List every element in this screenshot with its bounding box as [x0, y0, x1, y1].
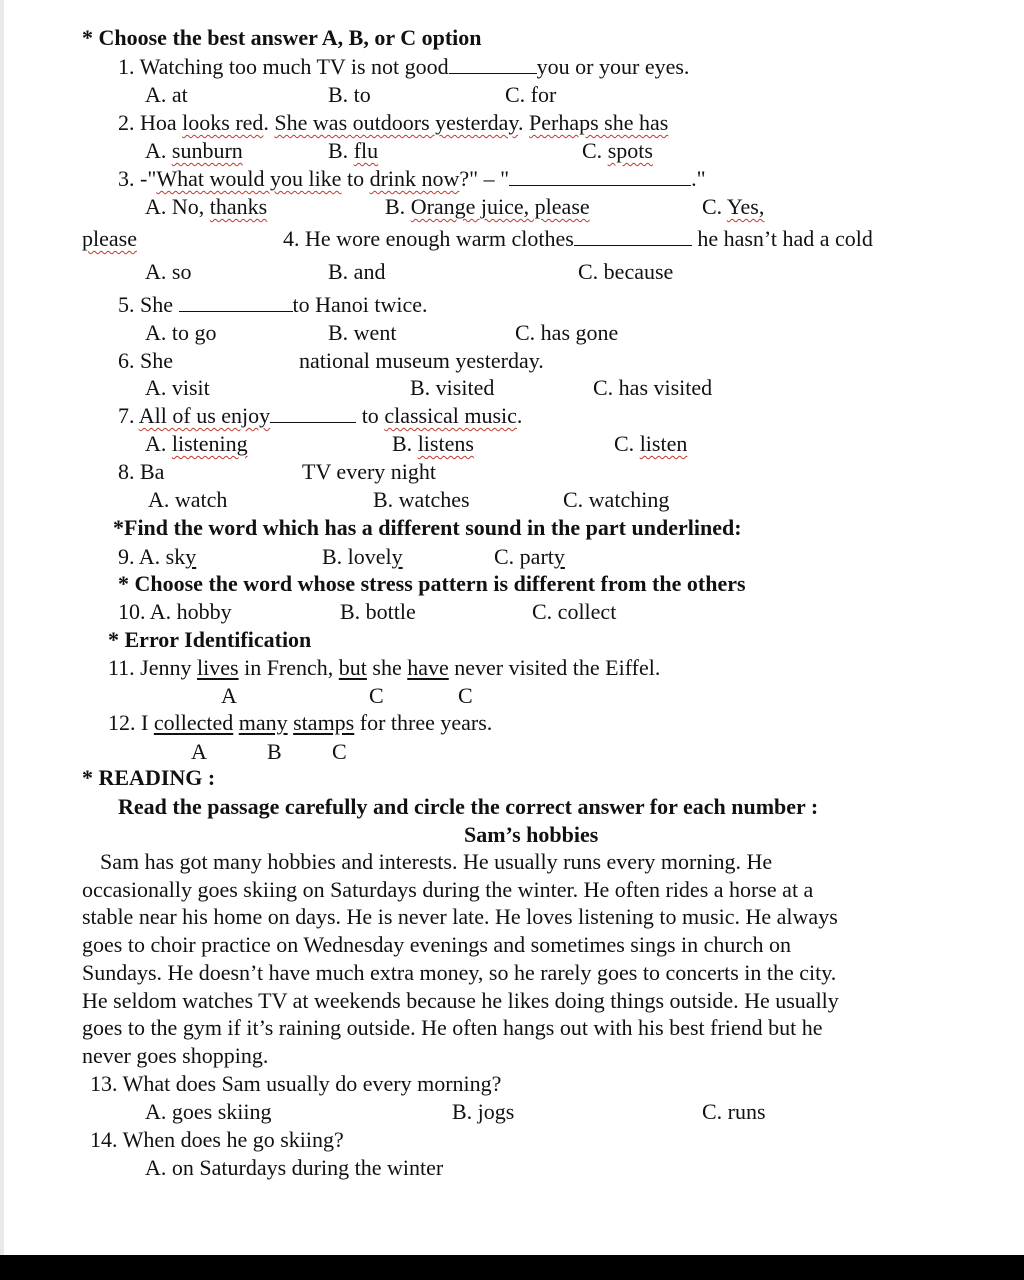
- q7-blank: [270, 404, 356, 423]
- q6-option-c: C. has visited: [593, 375, 713, 400]
- passage-line: He seldom watches TV at weekends because he likes doing things outside. He usually: [82, 988, 839, 1013]
- q13-option-a: A. goes skiing: [145, 1099, 272, 1124]
- q8-option-c: C. watching: [563, 487, 670, 512]
- q11-text: 11. Jenny: [108, 655, 198, 680]
- q6-text-end: national museum yesterday.: [299, 348, 544, 373]
- q13-option-b: B. jogs: [452, 1099, 515, 1124]
- q4-option-b: B. and: [328, 259, 386, 284]
- q13-option-c: C. runs: [702, 1099, 766, 1124]
- q8-option-a: A. watch: [148, 487, 228, 512]
- q9-option-c: [494, 544, 565, 570]
- q7-option-a: [145, 431, 248, 457]
- q14-option-a: A. on Saturdays during the winter: [145, 1155, 444, 1180]
- q9-option-a: [118, 544, 196, 570]
- q2-phrase-outdoors: She was outdoors yesterday: [274, 110, 519, 135]
- q8-text-end: TV every night: [302, 459, 437, 484]
- section-heading-sound: *Find the word which has a different sound in the part underlined:: [113, 515, 742, 540]
- question-4: [283, 226, 873, 252]
- q7-number: 7.: [118, 403, 139, 428]
- question-12: [108, 710, 492, 736]
- q2-c-label: C.: [582, 138, 608, 163]
- q10-option-a: 10. A. hobby: [118, 599, 232, 624]
- q3-mid: to: [341, 166, 370, 191]
- q7-b-label: B.: [392, 431, 418, 456]
- q3-b-label: B.: [385, 194, 411, 219]
- passage-line: occasionally goes skiing on Saturdays during the winter. He often rides a horse at a: [82, 877, 814, 902]
- q11-label-c: C: [458, 683, 473, 708]
- q5-text-start: 5. She: [118, 292, 173, 317]
- passage-line: never goes shopping.: [82, 1043, 269, 1068]
- q7-mid: to: [361, 403, 385, 428]
- q7-phrase-all-of-us: All of us enjoy: [138, 403, 271, 428]
- q3-c-label: C.: [702, 194, 727, 219]
- question-3: [118, 166, 706, 192]
- q7-a-word: listening: [171, 431, 248, 456]
- q2-c-word: spots: [607, 138, 653, 163]
- q7-phrase-classical-music: classical music: [384, 403, 517, 428]
- q2-option-a: [145, 138, 243, 164]
- q12-underlined-c: stamps: [293, 710, 355, 735]
- q1-text-start: 1. Watching too much TV is not good: [118, 54, 449, 79]
- q2-sep: .: [263, 110, 275, 135]
- q3-quote: ?" – ": [459, 166, 510, 191]
- bottom-black-bar: [0, 1255, 1024, 1280]
- q7-option-b: [392, 431, 474, 457]
- passage-line: goes to the gym if it’s raining outside. He often hangs out with his best friend but he: [82, 1015, 823, 1040]
- q2-option-b: [328, 138, 378, 164]
- q10-option-b: B. bottle: [340, 599, 416, 624]
- q1-option-a: A. at: [145, 82, 188, 107]
- q11-text: she: [366, 655, 408, 680]
- q9-c-text: C. part: [494, 544, 554, 569]
- section-heading-error: * Error Identification: [108, 627, 312, 652]
- q9-b-underlined: y: [391, 544, 403, 569]
- q4-text-start: 4. He wore enough warm clothes: [283, 226, 574, 251]
- q12-text: for three years.: [354, 710, 493, 735]
- q5-option-a: A. to go: [145, 320, 217, 345]
- q5-text-end: to Hanoi twice.: [292, 292, 428, 317]
- q9-b-text: B. lovel: [322, 544, 392, 569]
- q12-label-a: A: [191, 739, 207, 764]
- q2-b-word: flu: [353, 138, 379, 163]
- q11-label-b: C: [369, 683, 384, 708]
- q1-blank: [449, 55, 537, 74]
- passage-line: Sundays. He doesn’t have much extra money, so he rarely goes to concerts in the city.: [82, 960, 837, 985]
- q3-phrase-what-would: What would you like: [156, 166, 342, 191]
- q7-b-word: listens: [417, 431, 474, 456]
- q11-underlined-b: but: [338, 655, 367, 680]
- question-2: [118, 110, 668, 136]
- section-heading-choose-best: * Choose the best answer A, B, or C option: [82, 25, 482, 50]
- q3-option-c: [702, 194, 764, 220]
- q6-option-a: A. visit: [145, 375, 210, 400]
- q6-option-b: B. visited: [410, 375, 495, 400]
- question-14: 14. When does he go skiing?: [90, 1127, 344, 1152]
- q3-c-word: Yes,: [726, 194, 765, 219]
- q1-text-end: you or your eyes.: [536, 54, 690, 79]
- q3-b-word: Orange juice, please: [410, 194, 590, 219]
- q2-b-label: B.: [328, 138, 354, 163]
- q1-option-c: C. for: [505, 82, 557, 107]
- passage-line: Sam has got many hobbies and interests. He usually runs every morning. He: [100, 849, 773, 874]
- q11-text: in French,: [238, 655, 339, 680]
- passage-line: goes to choir practice on Wednesday evenings and sometimes sings in church on: [82, 932, 791, 957]
- q8-option-b: B. watches: [373, 487, 470, 512]
- reading-heading: * READING :: [82, 765, 216, 790]
- q1-option-b: B. to: [328, 82, 371, 107]
- page-edge: [0, 0, 4, 1255]
- q3-end: .": [691, 166, 706, 191]
- question-1: [118, 54, 689, 80]
- q3-option-a: [145, 194, 267, 220]
- q7-option-c: [614, 431, 687, 457]
- q8-text-start: 8. Ba: [118, 459, 165, 484]
- q3-start: 3. -": [118, 166, 157, 191]
- q9-a-text: 9. A. sk: [118, 544, 186, 569]
- q11-underlined-a: lives: [197, 655, 239, 680]
- q12-label-b: B: [267, 739, 282, 764]
- q3-phrase-drink-now: drink now: [369, 166, 460, 191]
- q2-number: 2. Hoa: [118, 110, 183, 135]
- q3-option-c-wrap: please: [82, 226, 137, 251]
- q11-underlined-c: have: [407, 655, 449, 680]
- q9-option-b: [322, 544, 403, 570]
- q12-underlined-a: collected: [153, 710, 234, 735]
- passage-title: Sam’s hobbies: [464, 822, 599, 847]
- q3-blank: [509, 167, 691, 186]
- q6-text-start: 6. She: [118, 348, 173, 373]
- passage-line: stable near his home on days. He is never late. He loves listening to music. He always: [82, 904, 838, 929]
- q4-blank: [574, 227, 692, 246]
- q5-option-c: C. has gone: [515, 320, 619, 345]
- q7-c-label: C.: [614, 431, 640, 456]
- q4-option-c: C. because: [578, 259, 674, 284]
- q11-text: never visited the Eiffel.: [448, 655, 661, 680]
- q5-option-b: B. went: [328, 320, 397, 345]
- q9-c-underlined: y: [553, 544, 565, 569]
- question-13: 13. What does Sam usually do every morning?: [90, 1071, 502, 1096]
- q11-label-a: A: [221, 683, 237, 708]
- q2-sep: .: [518, 110, 530, 135]
- question-5: [118, 292, 428, 318]
- q2-option-c: [582, 138, 653, 164]
- section-heading-stress: * Choose the word whose stress pattern is different from the others: [118, 571, 746, 596]
- q7-end: .: [516, 403, 523, 428]
- q10-option-c: C. collect: [532, 599, 617, 624]
- q2-word-looks-red: looks red: [182, 110, 264, 135]
- q2-a-word: sunburn: [171, 138, 243, 163]
- q7-c-word: listen: [639, 431, 688, 456]
- q3-a-label: A. No,: [145, 194, 210, 219]
- q3-a-word: thanks: [209, 194, 268, 219]
- q12-text: 12. I: [108, 710, 154, 735]
- question-7: [118, 403, 522, 429]
- q12-label-c: C: [332, 739, 347, 764]
- q5-blank: [179, 293, 293, 312]
- reading-instruction: Read the passage carefully and circle the correct answer for each number :: [118, 794, 819, 819]
- q7-a-label: A.: [145, 431, 172, 456]
- q4-option-a: A. so: [145, 259, 192, 284]
- q12-underlined-b: many: [238, 710, 288, 735]
- question-11: [108, 655, 660, 681]
- q2-a-label: A.: [145, 138, 172, 163]
- q9-a-underlined: y: [185, 544, 197, 569]
- q3-option-b: [385, 194, 590, 220]
- q2-phrase-perhaps: Perhaps she has: [529, 110, 669, 135]
- q4-text-end: he hasn’t had a cold: [697, 226, 873, 251]
